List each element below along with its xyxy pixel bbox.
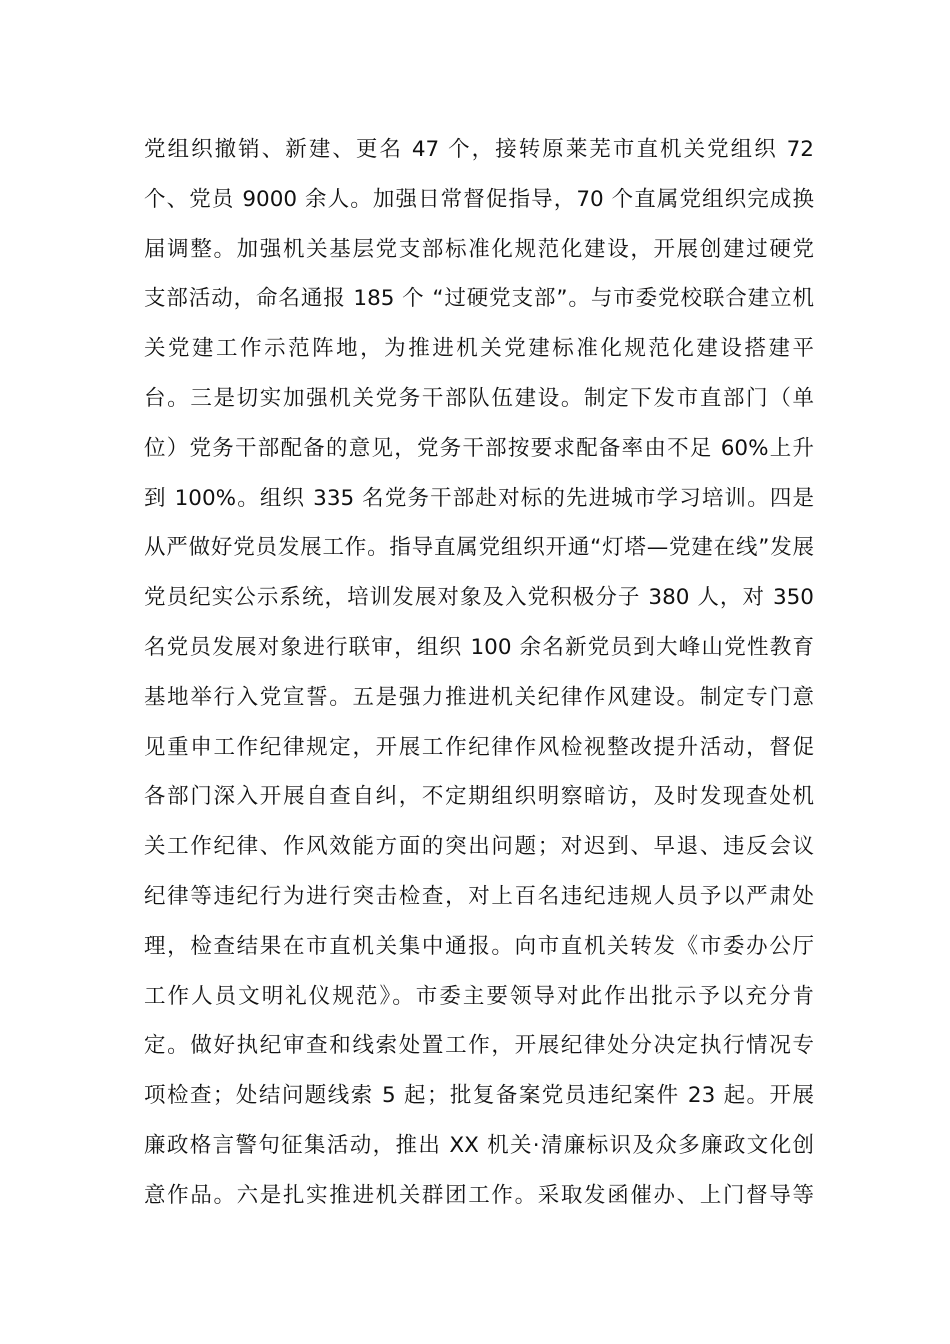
text-line-6: 台。三是切实加强机关党务干部队伍建设。制定下发市直部门（单 bbox=[144, 385, 814, 411]
body-paragraph bbox=[144, 125, 814, 1221]
text-line-3: 届调整。加强机关基层党支部标准化规范化建设，开展创建过硬党 bbox=[144, 236, 814, 262]
text-line-14: 各部门深入开展自查自纠，不定期组织明察暗访，及时发现查处机 bbox=[144, 784, 814, 810]
text-line-7: 位）党务干部配备的意见，党务干部按要求配备率由不足 60%上升 bbox=[144, 435, 814, 461]
text-line-9: 从严做好党员发展工作。指导直属党组织开通“灯塔—党建在线”发展 bbox=[144, 535, 814, 561]
text-line-1: 党组织撤销、新建、更名 47 个，接转原莱芜市直机关党组织 72 bbox=[144, 137, 814, 162]
text-line-15: 关工作纪律、作风效能方面的突出问题；对迟到、早退、违反会议 bbox=[144, 834, 814, 860]
text-line-10: 党员纪实公示系统，培训发展对象及入党积极分子 380 人，对 350 bbox=[144, 585, 814, 611]
text-line-8: 到 100%。组织 335 名党务干部赴对标的先进城市学习培训。四是 bbox=[144, 485, 814, 511]
text-line-21: 廉政格言警句征集活动，推出 XX 机关·清廉标识及众多廉政文化创 bbox=[144, 1132, 814, 1158]
text-line-20: 项检查；处结问题线索 5 起；批复备案党员违纪案件 23 起。开展 bbox=[144, 1083, 814, 1109]
text-line-11: 名党员发展对象进行联审，组织 100 余名新党员到大峰山党性教育 bbox=[144, 634, 814, 660]
text-line-12: 基地举行入党宣誓。五是强力推进机关纪律作风建设。制定专门意 bbox=[144, 684, 814, 710]
text-line-5: 关党建工作示范阵地，为推进机关党建标准化规范化建设搭建平 bbox=[144, 336, 814, 362]
text-line-17: 理，检查结果在市直机关集中通报。向市直机关转发《市委办公厅 bbox=[144, 933, 814, 959]
text-line-4: 支部活动，命名通报 185 个 “过硬党支部”。与市委党校联合建立机 bbox=[144, 286, 814, 312]
text-line-18: 工作人员文明礼仪规范》。市委主要领导对此作出批示予以充分肯 bbox=[144, 983, 814, 1009]
text-line-19: 定。做好执纪审查和线索处置工作，开展纪律处分决定执行情况专 bbox=[144, 1033, 814, 1059]
text-line-13: 见重申工作纪律规定，开展工作纪律作风检视整改提升活动，督促 bbox=[144, 734, 814, 760]
text-line-22: 意作品。六是扎实推进机关群团工作。采取发函催办、上门督导等 bbox=[144, 1182, 814, 1208]
text-line-16: 纪律等违纪行为进行突击检查，对上百名违纪违规人员予以严肃处 bbox=[144, 883, 814, 909]
text-line-2: 个、党员 9000 余人。加强日常督促指导，70 个直属党组织完成换 bbox=[144, 186, 814, 212]
